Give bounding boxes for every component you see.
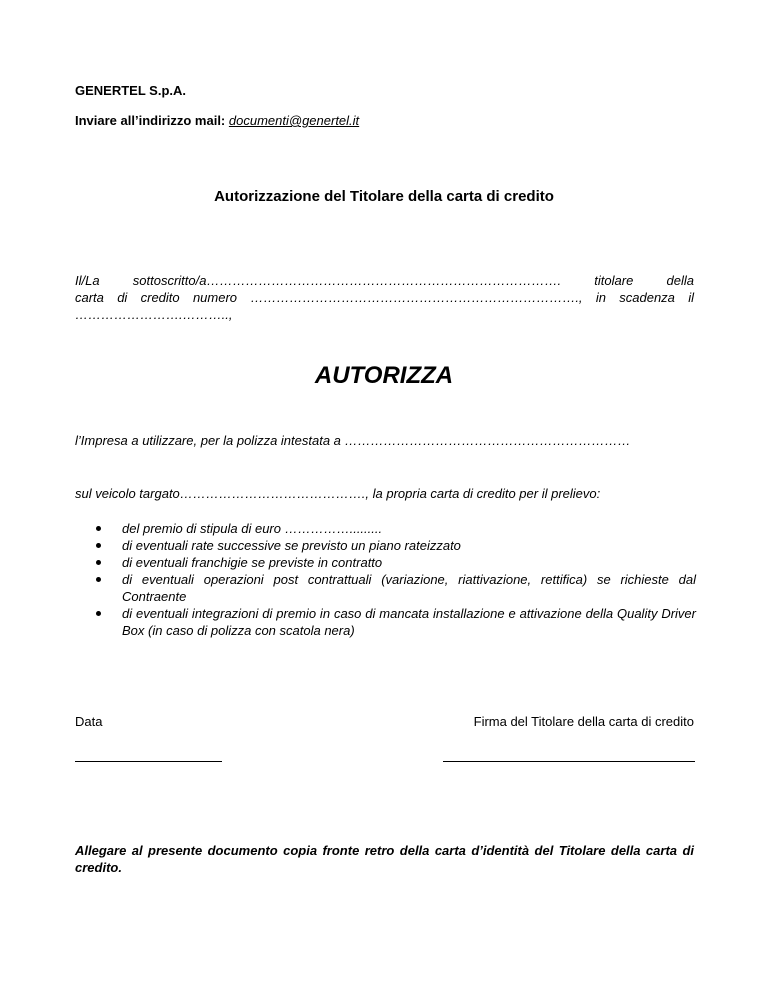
policy-holder-line[interactable]: l’Impresa a utilizzare, per la polizza intestata a …………………………………………………………: [75, 433, 631, 448]
authorize-heading: AUTORIZZA: [314, 362, 454, 389]
bullet-icon: [96, 543, 101, 548]
list-item: [96, 554, 696, 571]
document-title: Autorizzazione del Titolare della carta di credito: [214, 188, 554, 205]
bullet-icon: [96, 611, 101, 616]
list-item-text: di eventuali franchigie se previste in contratto: [122, 555, 383, 570]
list-item-text: di eventuali operazioni post contrattuali (variazione, riattivazione, rettifica) se richieste dal Contraente: [122, 572, 696, 604]
company-name: GENERTEL S.p.A.: [75, 83, 186, 98]
vehicle-plate-line[interactable]: sul veicolo targato……………………………………., la propria carta di credito per il prelievo:: [75, 486, 601, 501]
list-item: [96, 605, 696, 639]
list-item-text[interactable]: del premio di stipula di euro …………….........: [122, 521, 383, 536]
bullet-icon: [96, 577, 101, 582]
declaration-paragraph: [75, 272, 694, 323]
date-label: Data: [75, 714, 103, 729]
send-instruction: [75, 113, 359, 128]
declaration-line-3[interactable]: …………………….………..,: [75, 307, 233, 322]
date-field-line[interactable]: [75, 761, 222, 762]
list-item: [96, 571, 696, 605]
authorization-list: [96, 520, 696, 639]
send-label: Inviare all’indirizzo mail:: [75, 113, 226, 128]
list-item: [96, 537, 696, 554]
list-item-text: di eventuali rate successive se previsto un piano rateizzato: [122, 538, 461, 553]
email-link[interactable]: documenti@genertel.it: [228, 113, 360, 128]
list-item-text: di eventuali integrazioni di premio in caso di mancata installazione e attivazione della Quality Driver Box (in caso di polizza con scatola nera): [122, 606, 696, 638]
declaration-line-1[interactable]: Il/La sottoscritto/a………………………………………………………………………. titolare della: [75, 273, 694, 288]
bullet-icon: [96, 560, 101, 565]
signature-label: Firma del Titolare della carta di credito: [473, 714, 694, 729]
signature-field-line[interactable]: [443, 761, 695, 762]
footer-note: Allegare al presente documento copia fronte retro della carta d’identità del Titolare della carta di credito.: [75, 843, 694, 875]
list-item: [96, 520, 696, 537]
declaration-line-2[interactable]: carta di credito numero …………………………………………………………………., in scadenza il: [75, 290, 694, 305]
bullet-icon: [96, 526, 101, 531]
